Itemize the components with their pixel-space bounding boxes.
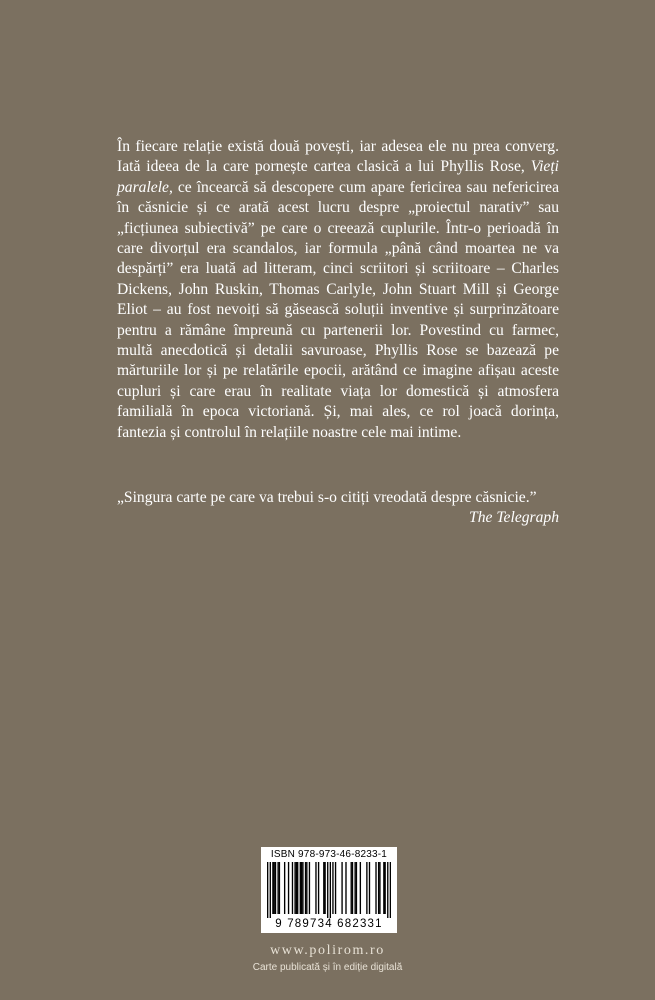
isbn-label: ISBN 978-973-46-8233-1 (270, 849, 388, 860)
barcode-bar (327, 862, 328, 918)
publisher-website: www.polirom.ro (270, 943, 385, 958)
barcode-bar (306, 862, 307, 914)
barcode-bar (341, 862, 342, 914)
barcode-bar (360, 862, 361, 914)
barcode-bar (274, 862, 275, 914)
book-title: Vieți paralele (117, 158, 559, 196)
barcode-bar (270, 862, 271, 918)
barcode-bar (300, 862, 301, 914)
barcode-bar (335, 862, 336, 914)
blurb-intro-rest: , ce încearcă să descopere cum apare fericirea sau nefericirea în căsnicie și ce arată acest lucru despre „proiectul narativ” sau „ficțiunea subiectivă” pe care o creează cuplurile. (117, 178, 559, 237)
barcode-bar (351, 862, 352, 914)
barcode-bar (332, 862, 333, 914)
barcode-bar (267, 862, 268, 918)
barcode-bar (384, 862, 385, 914)
barcode-bar (378, 862, 379, 914)
barcode-bar (345, 862, 346, 914)
quote-source: The Telegraph (469, 509, 559, 527)
barcode-bar (294, 862, 295, 914)
barcode-bar (275, 862, 276, 914)
barcode-bar (302, 862, 303, 914)
barcode-bar (390, 862, 391, 918)
barcode-bar (284, 862, 285, 914)
barcode-bar (383, 862, 384, 914)
barcode-bar (309, 862, 310, 914)
blurb-body: Într-o perioadă în care divorțul era scandalos, iar formula „până când moartea ne va despărți” era luată ad litteram, cinci scriitori și scriitoare – Charles Dickens, John Ruskin, Thomas Carlyle, John Stuart Mill și George Eliot – au fost nevoiți să găsească soluții inventive și surprinzătoare pentru a rămâne împreună cu partenerii lor. Povestind cu farmec, multă anecdotică și detalii savuroase, Phyllis Rose se bazează pe mărturiile lor și pe relatările epocii, arătând ce imagine afișau aceste cupluri și care erau în realitate viața lor domestică și atmosfera familială în epoca victoriană. Și, mai ales, ce rol joacă dorința, fantezia și controlul în relațiile noastre cele mai intime. (117, 219, 559, 441)
barcode-bar (330, 862, 331, 918)
barcode-bar (379, 862, 380, 914)
barcode-bar (297, 862, 298, 914)
barcode-icon (267, 862, 391, 918)
edition-note: Carte publicată și în ediție digitală (252, 962, 403, 973)
book-blurb (117, 137, 559, 443)
barcode-bar (354, 862, 355, 914)
barcode-bar (277, 862, 278, 914)
barcode-bar (318, 862, 319, 914)
barcode-digits: 9 789734 682331 (275, 918, 383, 930)
barcode-bar (315, 862, 316, 914)
barcode-bar (272, 862, 273, 914)
quote-text: „Singura carte pe care va trebui s-o citiți vreodată despre căsnicie.” (117, 489, 537, 506)
barcode-bar (288, 862, 289, 914)
barcode-bar (375, 862, 376, 914)
barcode-bar (292, 862, 293, 914)
barcode-bar (301, 862, 302, 914)
blurb-paragraph (117, 137, 559, 443)
barcode-bar (279, 862, 280, 914)
blurb-intro: În fiecare relație există două povești, iar adesea ele nu prea converg. Iată ideea de la care pornește cartea clasică a lui Phyllis Rose, (117, 138, 559, 176)
press-quote (117, 488, 559, 529)
barcode-bar (387, 862, 388, 918)
barcode-bar (352, 862, 353, 914)
barcode-bar (305, 862, 306, 914)
isbn-barcode (261, 847, 397, 933)
barcode-bar (366, 862, 367, 914)
barcode-bar (296, 862, 297, 914)
barcode-bar (369, 862, 370, 914)
barcode-bar (356, 862, 357, 914)
barcode-bar (323, 862, 324, 914)
barcode-bar (324, 862, 325, 914)
